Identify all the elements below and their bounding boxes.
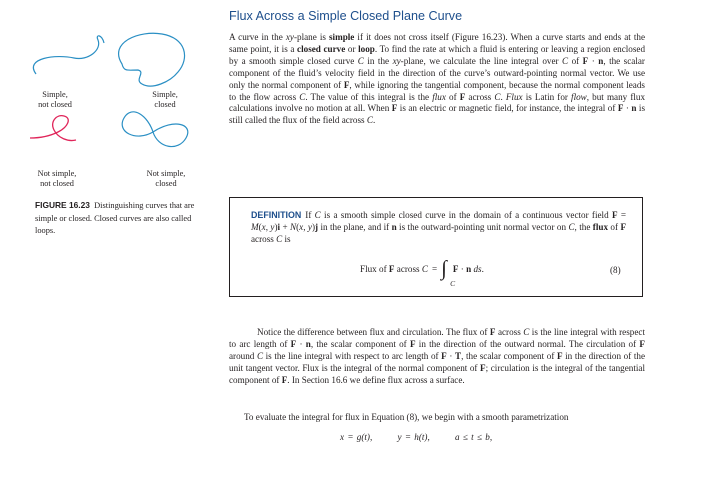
parametrization-equation <box>340 432 514 442</box>
definition-box <box>229 197 643 297</box>
formula-equals: = <box>431 263 438 274</box>
section-title: Flux Across a Simple Closed Plane Curve <box>229 9 463 23</box>
curve-simple-closed <box>119 33 185 86</box>
definition-body: If C is a smooth simple closed curve in the domain of a continuous vector field F = M(x, y)i + N(x, y)j in the plane, and if n is the outward-pointing unit normal vector on C, the flux of F across C is <box>251 210 627 245</box>
definition-text <box>251 209 626 246</box>
equation-number: (8) <box>610 265 621 275</box>
definition-label: DEFINITION <box>251 210 302 220</box>
label-not-simple-not-closed: Not simple, not closed <box>37 169 77 188</box>
integral-symbol: ∫ C <box>441 258 447 279</box>
curve-simple-not-closed <box>33 36 104 74</box>
caption-number: FIGURE 16.23 <box>35 200 90 210</box>
label-simple-not-closed: Simple, not closed <box>38 90 72 109</box>
label-not-simple-closed: Not simple, closed <box>146 169 186 188</box>
curve-not-simple-closed <box>122 112 188 147</box>
integral-subscript: C <box>450 279 456 288</box>
formula-rhs: F · n ds. <box>452 263 484 274</box>
paragraph-flux-intro: A curve in the xy-plane is simple if it does not cross itself (Figure 16.23). When a curve starts and ends at the same point, it is a closed curve or loop. To find the rate at which a fluid is entering or leaving a region enclosed by a smooth simple closed curve C in the xy-plane, we calculate the line integral over C of F · n, the scalar component of the fluid’s velocity field in the direction of the curve’s outward-pointing normal vector. We use only the normal component of F, while ignoring the tangential component, because the normal component leads to the flow across C. The value of this integral is the flux of F across C. Flux is Latin for flow, but many flux calculations involve no motion at all. When F is an electric or magnetic field, for instance, the integral of F · n is still called the flux of the field across C. <box>229 32 646 126</box>
paragraph-flux-vs-circulation: Notice the difference between flux and circulation. The flux of F across C is the line integral with respect to arc length of F · n, the scalar component of F in the direction of the outward normal. The circulation of F around C is the line integral with respect to arc length of F · T, the scalar component of F in the direction of the unit tangent vector. Flux is the integral of the normal component of F; circulation is the integral of the tangential component of F. In Section 16.6 we define flux across a surface. <box>229 327 645 385</box>
flux-formula <box>360 256 484 288</box>
param-range: a ≤ t ≤ b, <box>455 432 493 442</box>
paragraph-evaluate-integral: To evaluate the integral for flux in Equation (8), we begin with a smooth parametrization <box>244 412 569 422</box>
param-x: x = g(t), <box>340 432 373 442</box>
figure-caption <box>35 199 210 238</box>
param-y: y = h(t), <box>397 432 430 442</box>
curve-not-simple-not-closed <box>30 116 76 141</box>
caption-text: Distinguishing curves that are simple or closed. Closed curves are also called loops. <box>35 201 195 235</box>
formula-lhs: Flux of F across C <box>360 263 428 274</box>
label-simple-closed: Simple, closed <box>152 90 178 109</box>
